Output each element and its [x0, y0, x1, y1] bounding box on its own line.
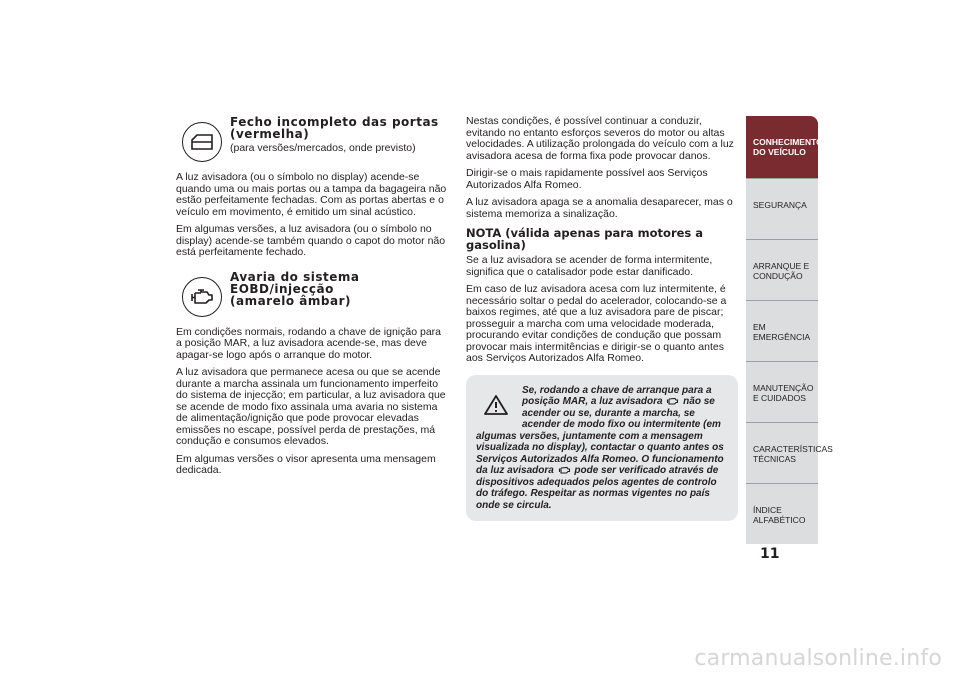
watermark: carmanualsonline.info [694, 646, 942, 671]
paragraph: Em caso de luz avisadora acesa com luz intermitente, é necessário soltar o pedal do acelerador, colocando-se a baixos regimes, até que a luz avisadora pare de piscar; prosseguir a marcha com uma velocidade moderada, procurando evitar condições de condução que possam provocar mais intermitências e dirigir-se o quanto antes aos Serviços Autorizados Alfa Romeo. [466, 283, 727, 364]
left-column [176, 116, 448, 483]
paragraph: Em condições normais, rodando a chave de ignição para a posição MAR, a luz avisadora acende-se, mas deve apagar-se logo após o arranque do motor. [176, 325, 441, 361]
door-open-icon [182, 122, 222, 162]
page-number: 11 [760, 546, 780, 562]
warning-text-part2: não se acender ou se, durante a marcha, se acender de modo fixo ou intermitente (em algumas versões, juntamente com a mensagem visualizada no display), contactar o quanto antes os Serviços Autorizados Alfa Romeo. O funcionamento da luz avisadora [476, 396, 724, 476]
nota-title: NOTA (válida apenas para motores a gasolina) [466, 226, 704, 252]
paragraph: A luz avisadora (ou o símbolo no display) acende-se quando uma ou mais portas ou a tampa da bagageira não estão perfeitamente fechadas. Com as portas abertas e o veículo em movimento, é emitido um sinal acústico. [176, 171, 447, 218]
engine-check-icon [557, 465, 572, 475]
engine-check-icon [665, 396, 680, 406]
warning-text-part3: pode ser verificado através de dispositivos adequados pelos agentes de controlo do tráfego. Respeitar as normas vigentes no país onde se circula. [476, 465, 719, 511]
tab-indice[interactable] [746, 484, 818, 544]
tab-label: EM EMERGÊNCIA [753, 322, 811, 342]
tab-conhecimento[interactable] [746, 116, 823, 178]
section-eobd-title: Avaria do sistema EOBD/injecção (amarelo âmbar) [230, 269, 360, 308]
paragraph: Se a luz avisadora se acender de forma intermitente, significa que o catalisador pode estar danificado. [466, 254, 713, 278]
tab-manutencao[interactable] [746, 362, 818, 422]
tab-caracteristicas[interactable] [746, 423, 833, 483]
paragraph: Dirigir-se o mais rapidamente possível aos Serviços Autorizados Alfa Romeo. [466, 167, 708, 191]
warning-box [466, 375, 738, 522]
paragraph: A luz avisadora apaga se a anomalia desaparecer, mas o sistema memoriza a sinalização. [466, 196, 733, 220]
warning-triangle-icon [476, 385, 516, 425]
engine-check-icon [182, 277, 222, 317]
paragraph: Em algumas versões o visor apresenta uma mensagem dedicada. [176, 452, 436, 476]
chapter-sidebar [746, 116, 833, 545]
tab-arranque[interactable] [746, 240, 818, 300]
paragraph: A luz avisadora que permanece acesa ou que se acende durante a marcha assinala um funcionamento imperfeito do sistema de injecção; em particular, a luz avisadora que se acende de modo fixo assinala uma avaria no sistema de alimentação/ignição que pode provocar elevadas emissões no escape, possível perda de prestações, má condução e consumos elevados. [176, 366, 446, 447]
tab-label: MANUTENÇÃO E CUIDADOS [753, 383, 814, 403]
section-eobd-header [176, 271, 448, 323]
tab-emergencia[interactable] [746, 301, 818, 361]
paragraph: Em algumas versões, a luz avisadora (ou o símbolo no display) acende-se também quando o capot do motor não está perfeitamente fechado. [176, 223, 446, 258]
tab-label: ARRANQUE E CONDUÇÃO [753, 261, 810, 281]
tab-label: CARACTERÍSTICAS TÉCNICAS [753, 444, 833, 464]
section-door-header [176, 116, 448, 168]
right-column [466, 116, 738, 521]
section-door-title: Fecho incompleto das portas (vermelha) [230, 115, 439, 141]
section-door-subtitle: (para versões/mercados, onde previsto) [230, 142, 416, 154]
tab-label: SEGURANÇA [753, 200, 807, 210]
tab-label: CONHECIMENTO DO VEÍCULO [753, 137, 823, 157]
tab-seguranca[interactable] [746, 179, 818, 239]
paragraph: Nestas condições, é possível continuar a conduzir, evitando no entanto esforços severos do motor ou altas velocidades. A utilização prolongada do veículo com a luz avisadora acesa de forma fixa pode provocar danos. [466, 115, 734, 162]
tab-label: ÍNDICE ALFABÉTICO [753, 505, 806, 525]
warning-text-part1: Se, rodando a chave de arranque para a posição MAR, a luz avisadora [522, 384, 712, 407]
